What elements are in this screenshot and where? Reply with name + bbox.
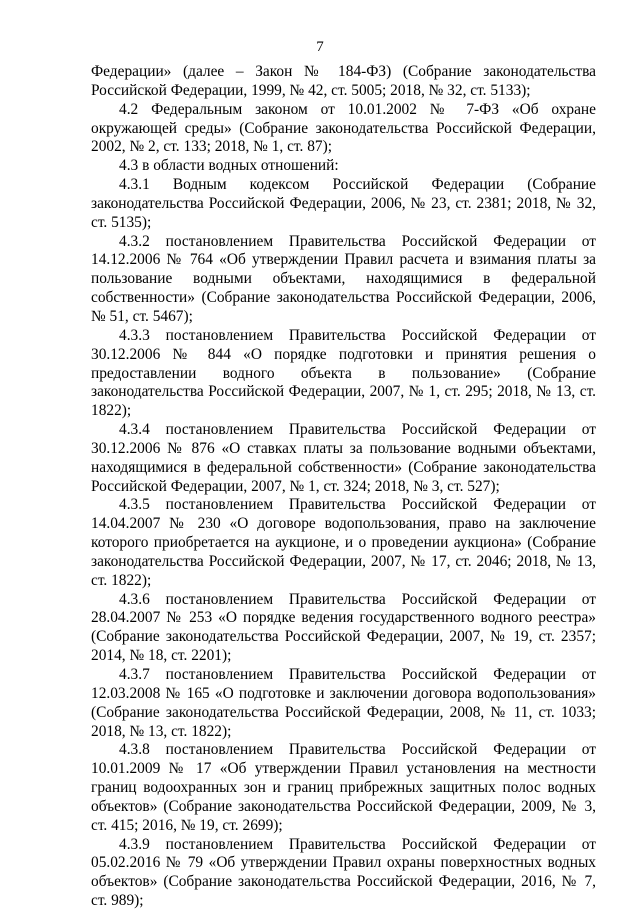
paragraph-4-3-3: 4.3.3 постановлением Правительства Российской Федерации от 30.12.2006 № 844 «О порядке подготовки и принятия решения о предоставлении водного объекта в пользование» (Собрание законодательства Российской Федерации, 2007, № 1, ст. 295; 2018, № 13, ст. 1822);	[91, 326, 596, 420]
paragraph-4-3: 4.3 в области водных отношений:	[119, 157, 339, 175]
paragraph-4-3-6: 4.3.6 постановлением Правительства Российской Федерации от 28.04.2007 № 253 «О порядке ведения государственного водного реестра» (Собрание законодательства Российской Федерации, 2007, № 19, ст. 2357; 2014, № 18, ст. 2201);	[91, 590, 596, 665]
paragraph-continuation: Федерации» (далее – Закон № 184-ФЗ) (Собрание законодательства Российской Федерации, 1999, № 42, ст. 5005; 2018, № 32, ст. 5133);	[91, 63, 596, 99]
page-number: 7	[316, 39, 324, 55]
paragraph-4-3-9: 4.3.9 постановлением Правительства Российской Федерации от 05.02.2016 № 79 «Об утверждении Правил охраны поверхностных водных объектов» (Собрание законодательства Российской Федерации, 2016, № 7, ст. 989);	[91, 835, 596, 910]
paragraph-4-3-2: 4.3.2 постановлением Правительства Российской Федерации от 14.12.2006 № 764 «Об утверждении Правил расчета и взимания платы за пользование водными объектами, находящимися в федеральной собственности» (Собрание законодательства Российской Федерации, 2006, № 51, ст. 5467);	[91, 232, 596, 325]
paragraph-4-3-5: 4.3.5 постановлением Правительства Российской Федерации от 14.04.2007 № 230 «О договоре водопользования, право на заключение которого приобретается на аукционе, и о проведении аукциона» (Собрание законодательства Российской Федерации, 2007, № 17, ст. 2046; 2018, № 13, ст. 1822);	[91, 496, 596, 589]
paragraph-4-3-1: 4.3.1 Водным кодексом Российской Федерации (Собрание законодательства Российской Федерации, 2006, № 23, ст. 2381; 2018, № 32, ст. 5135);	[91, 176, 596, 231]
paragraph-4-3-7: 4.3.7 постановлением Правительства Российской Федерации от 12.03.2008 № 165 «О подготовке и заключении договора водопользования» (Собрание законодательства Российской Федерации, 2008, № 11, ст. 1033; 2018, № 13, ст. 1822);	[91, 666, 596, 740]
paragraph-4-3-4: 4.3.4 постановлением Правительства Российской Федерации от 30.12.2006 № 876 «О ставках платы за пользование водными объектами, находящимися в федеральной собственности» (Собрание законодательства Российской Федерации, 2007, № 1, ст. 324; 2018, № 3, ст. 527);	[91, 421, 596, 495]
paragraph-4-2: 4.2 Федеральным законом от 10.01.2002 № 7-ФЗ «Об охране окружающей среды» (Собрание законодательства Российской Федерации, 2002, № 2, ст. 133; 2018, № 1, ст. 87);	[91, 100, 596, 156]
document-body	[91, 63, 596, 911]
paragraph-4-3-8: 4.3.8 постановлением Правительства Российской Федерации от 10.01.2009 № 17 «Об утверждении Правил установления на местности границ водоохранных зон и границ прибрежных защитных полос водных объектов» (Собрание законодательства Российской Федерации, 2009, № 3, ст. 415; 2016, № 19, ст. 2699);	[91, 741, 596, 834]
